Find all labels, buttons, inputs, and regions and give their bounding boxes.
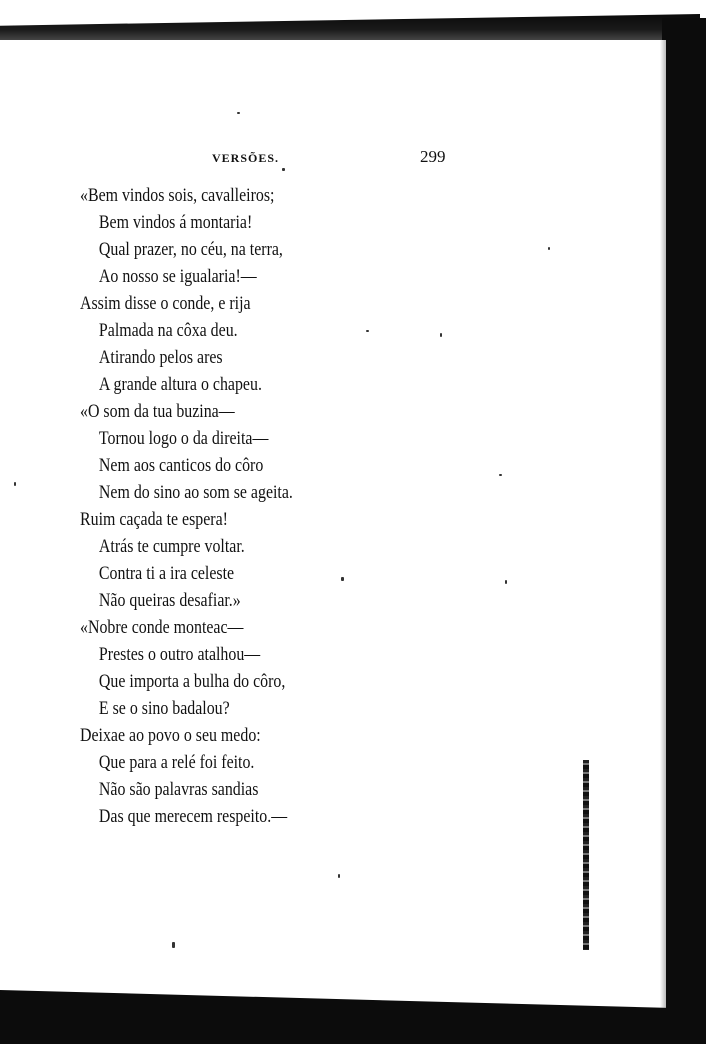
poem-line: Qual prazer, no céu, na terra, (98, 240, 283, 260)
poem-line: Deixae ao povo o seu medo: (80, 726, 261, 746)
poem-line: «O som da tua buzina— (80, 402, 235, 422)
poem-line: A grande altura o chapeu. (98, 375, 262, 395)
scan-speck (237, 112, 240, 114)
poem-line: Que para a relé foi feito. (98, 753, 255, 773)
poem-line: E se o sino badalou? (98, 699, 230, 719)
gutter-mark (583, 760, 589, 950)
poem-line: Que importa a bulha do côro, (98, 672, 286, 692)
poem-line: Bem vindos á montaria! (98, 213, 253, 233)
poem-line: Tornou logo o da direita— (98, 429, 269, 449)
poem-line: Das que merecem respeito.— (98, 807, 288, 827)
scan-speck (14, 482, 16, 486)
scan-speck (440, 333, 442, 337)
poem-line: «Bem vindos sois, cavalleiros; (80, 186, 275, 206)
running-head: VERSÕES. (212, 151, 280, 165)
scan-speck (499, 474, 502, 476)
page-edge-shadow (660, 40, 666, 1020)
page-header (208, 147, 458, 171)
poem-line: Atirando pelos ares (98, 348, 223, 368)
poem-line: «Nobre conde monteac— (80, 618, 244, 638)
poem-line: Atrás te cumpre voltar. (98, 537, 245, 557)
page-number: 299 (420, 147, 446, 166)
poem-line: Prestes o outro atalhou— (98, 645, 261, 665)
poem-line: Ruim caçada te espera! (80, 510, 228, 530)
page-edge-top (0, 14, 700, 40)
poem-line: Ao nosso se igualaria!— (98, 267, 257, 287)
scan-speck (338, 874, 340, 878)
poem-line: Palmada na côxa deu. (98, 321, 238, 341)
poem-line: Assim disse o conde, e rija (80, 294, 251, 314)
poem-line: Contra ti a ira celeste (98, 564, 235, 584)
page-edge-right (662, 18, 706, 1030)
poem-line: Não queiras desafiar.» (98, 591, 241, 611)
scan-speck (548, 247, 550, 250)
poem-line: Não são palavras sandias (98, 780, 259, 800)
scan-speck (172, 942, 175, 948)
poem-line: Nem do sino ao som se ageita. (98, 483, 293, 503)
poem-line: Nem aos canticos do côro (98, 456, 264, 476)
scan-speck (505, 580, 507, 584)
poem-body (80, 183, 380, 831)
page-edge-bottom (0, 990, 706, 1044)
